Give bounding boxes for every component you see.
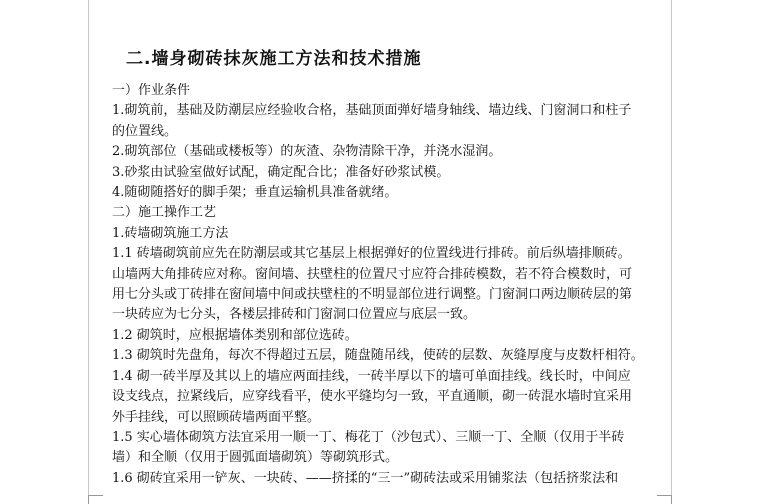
- text-line: 用七分头或丁砖排在窗间墙中间或扶壁柱的不明显部位进行调整。门窗洞口两边顺砖层的第: [112, 287, 633, 303]
- text-line: 1.2 砌筑时，应根据墙体类别和部位选砖。: [112, 327, 358, 343]
- document-body: [112, 81, 648, 489]
- text-line: 一）作业条件: [112, 83, 191, 98]
- text-line: 的位置线。: [112, 123, 178, 139]
- text-line: 1.4 砌一砖半厚及其以上的墙应两面挂线，一砖半厚以下的墙可单面挂线。线长时，中间应: [112, 368, 631, 384]
- text-line: 一块砖应为七分头，各楼层排砖和门窗洞口位置应与底层一致。: [112, 307, 477, 323]
- text-line: 外手挂线，可以照顾砖墙两面平整。: [112, 409, 321, 425]
- page-left-margin-line: [88, 0, 89, 504]
- text-line: 1.砌筑前，基础及防潮层应经验收合格，基础顶面弹好墙身轴线、墙边线、门窗洞口和柱子: [112, 103, 632, 119]
- section-heading: 二.墙身砌砖抹灰施工方法和技术措施: [126, 49, 422, 69]
- text-line: 1.1 砖墙砌筑前应先在防潮层或其它基层上根据弹好的位置线进行排砖。前后纵墙排顺砖。: [112, 246, 631, 262]
- text-line: 2.砌筑部位（基础或楼板等）的灰渣、杂物清除干净，并浇水湿润。: [112, 144, 502, 160]
- text-line: 1.5 实心墙体砌筑方法宜采用一顺一丁、梅花丁（沙包式）、三顺一丁、全顺（仅用于半砖: [112, 429, 625, 445]
- text-line: 1.6 砌砖宜采用一铲灰、一块砖、——挤揉的“三一”砌砖法或采用铺浆法（包括挤浆法和: [112, 470, 619, 486]
- text-line: 墙）和全顺（仅用于圆弧面墙砌筑）等砌筑形式。: [112, 450, 399, 466]
- page-corner-mark-right: [657, 495, 672, 504]
- text-line: 4.随砌随搭好的脚手架；垂直运输机具准备就绪。: [112, 185, 398, 201]
- text-line: 1.3 砌筑时先盘角，每次不得超过五层，随盘随吊线，使砖的层数、灰缝厚度与皮数杆相符。: [112, 348, 644, 364]
- text-line: 山墙两大角排砖应对称。窗间墙、扶壁柱的位置尺寸应符合排砖模数，若不符合模数时，可: [112, 266, 633, 282]
- text-line: 设支线点，拉紧线后，应穿线看平，使水平缝均匀一致，平直通顺，砌一砖混水墙时宜采用: [112, 389, 633, 405]
- text-line: 二）施工操作工艺: [112, 205, 217, 221]
- text-line: 1.砖墙砌筑施工方法: [112, 225, 229, 241]
- page-corner-mark-left: [88, 495, 103, 504]
- page-right-margin-line: [671, 0, 672, 504]
- text-line: 3.砂浆由试验室做好试配，确定配合比；准备好砂浆试模。: [112, 164, 450, 180]
